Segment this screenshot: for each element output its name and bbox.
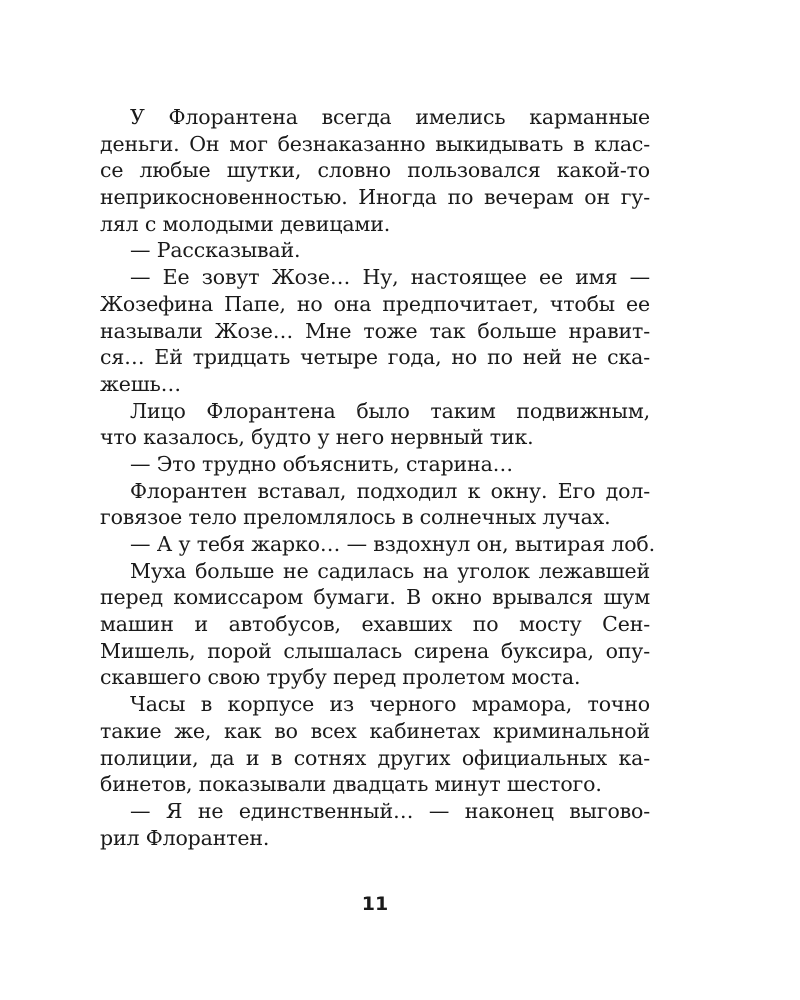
page-number: 11 xyxy=(361,893,389,915)
text-line: — Рассказывай. xyxy=(130,238,301,263)
text-line: что казалось, будто у него нервный тик. xyxy=(100,425,534,450)
text-line: — Ее зовут Жозе… Ну, настоящее ее имя — xyxy=(130,265,650,290)
text-line: У Флорантена всегда имелись карманные xyxy=(130,105,650,129)
text-line: Мишель, порой слышалась сирена буксира, опу- xyxy=(100,638,650,663)
text-line: — А у тебя жарко… — вздохнул он, вытирая лоб. xyxy=(130,532,655,556)
text-line: рил Флорантен. xyxy=(100,825,270,850)
text-line: машин и автобусов, ехавших по мосту Сен- xyxy=(100,612,650,637)
text-line: перед комиссаром бумаги. В окно врывался шум xyxy=(100,585,650,610)
text-line: — Я не единственный… — наконец выгово- xyxy=(130,798,650,823)
text-line: ся… Ей тридцать четыре года, но по ней не ска- xyxy=(100,345,650,370)
text-line: полиции, да и в сотнях других официальных ка- xyxy=(100,745,650,770)
text-line: называли Жозе… Мне тоже так больше нравит- xyxy=(100,318,650,343)
text-line: неприкосновенностью. Иногда по вечерам он гу- xyxy=(100,185,650,210)
text-line: се любые шутки, словно пользовался какой-то xyxy=(100,158,650,183)
body-text xyxy=(100,104,655,851)
text-line: такие же, как во всех кабинетах криминальной xyxy=(100,718,650,743)
text-line: деньги. Он мог безнаказанно выкидывать в клас- xyxy=(100,131,650,156)
text-line: говязое тело преломлялось в солнечных лучах. xyxy=(100,505,611,530)
text-line: Муха больше не садилась на уголок лежавшей xyxy=(130,558,650,583)
text-line: Флорантен вставал, подходил к окну. Его дол- xyxy=(130,478,650,503)
text-line: бинетов, показывали двадцать минут шестого. xyxy=(100,772,602,797)
text-line: скавшего свою трубу перед пролетом моста. xyxy=(100,665,581,690)
text-line: жешь… xyxy=(100,371,181,396)
text-line: Жозефина Папе, но она предпочитает, чтобы ее xyxy=(100,291,650,316)
text-line: Часы в корпусе из черного мрамора, точно xyxy=(130,692,650,717)
text-line: — Это трудно объяснить, старина… xyxy=(130,451,513,476)
text-line: Лицо Флорантена было таким подвижным, xyxy=(130,398,650,423)
text-line: лял с молодыми девицами. xyxy=(100,211,391,236)
